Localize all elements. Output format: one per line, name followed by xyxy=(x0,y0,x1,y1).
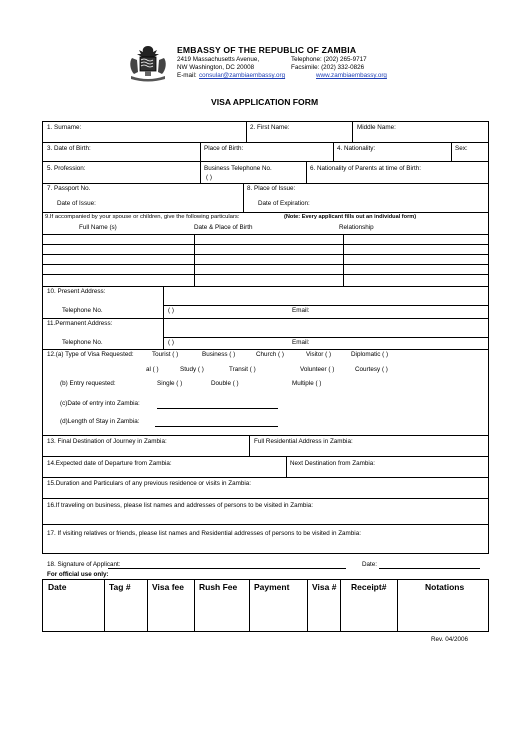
divider xyxy=(306,161,307,183)
row-line xyxy=(42,161,489,162)
middle-name-label: Middle Name: xyxy=(357,124,396,131)
departure-label: 14.Expected date of Departure from Zambia: xyxy=(47,460,172,467)
length-stay-line[interactable] xyxy=(155,426,278,427)
table-divider xyxy=(249,579,250,632)
surname-label: 1. Surname: xyxy=(47,124,82,131)
sex-label: Sex: xyxy=(455,145,468,152)
previous-visits-label: 15.Duration and Particulars of any previous residence or visits in Zambia: xyxy=(47,480,252,487)
final-destination-label: 13. Final Destination of Journey in Zambia: xyxy=(47,438,167,445)
email-field-11[interactable] xyxy=(312,340,486,347)
email-label-11: Email: xyxy=(292,339,310,346)
header-date: Date xyxy=(48,582,67,592)
row-line xyxy=(42,212,489,213)
grid-line xyxy=(42,244,489,245)
telephone-label: Telephone No. xyxy=(62,307,103,314)
business-option[interactable]: Business ( ) xyxy=(202,351,236,358)
grid-line xyxy=(42,264,489,265)
grid-divider xyxy=(343,234,344,286)
date-line[interactable] xyxy=(379,568,480,569)
divider xyxy=(333,142,334,161)
coat-of-arms-emblem xyxy=(125,44,171,84)
pob-label: Place of Birth: xyxy=(204,145,244,152)
tourist-option[interactable]: Tourist ( ) xyxy=(152,351,179,358)
permanent-address-label: 11.Permanent Address: xyxy=(47,320,113,327)
transit-option[interactable]: Transit ( ) xyxy=(229,366,256,373)
passport-no-label: 7. Passport No. xyxy=(47,185,91,192)
relatives-label: 17. If visiting relatives or friends, please list names and Residential addresses of persons to be visited in Zambia: xyxy=(47,530,361,537)
nationality-field[interactable] xyxy=(386,146,448,153)
col-relationship: Relationship xyxy=(339,224,374,231)
row-line xyxy=(163,337,489,338)
row-line xyxy=(42,435,489,436)
length-stay-label: (d)Length of Stay in Zambia: xyxy=(60,418,140,425)
header-tag: Tag # xyxy=(109,582,131,592)
header-receipt: Receipt# xyxy=(351,582,387,592)
visa-type-label: 12.(a) Type of Visa Requested: xyxy=(47,351,134,358)
divider xyxy=(200,142,201,161)
nationality-label: 4. Nationality: xyxy=(337,145,376,152)
signature-label: 18. Signature of Applicant: xyxy=(47,561,121,568)
form-title: VISA APPLICATION FORM xyxy=(211,97,319,107)
grid-line xyxy=(42,234,489,235)
date-entry-line[interactable] xyxy=(157,408,278,409)
nationality-parents-label: 6. Nationality of Parents at time of Birth: xyxy=(310,165,421,172)
single-option[interactable]: Single ( ) xyxy=(157,380,183,387)
header-visa-fee: Visa fee xyxy=(152,582,184,592)
divider xyxy=(163,286,164,318)
divider xyxy=(200,161,201,183)
nationality-parents-field[interactable] xyxy=(310,175,486,182)
business-phone-label: Business Telephone No. xyxy=(204,165,272,172)
row-line xyxy=(42,524,489,525)
accompanied-label: 9.If accompanied by your spouse or children, give the following particulars: xyxy=(45,214,240,220)
place-issue-field[interactable] xyxy=(305,186,486,193)
email-field-10[interactable] xyxy=(312,308,486,315)
website-link[interactable]: www.zambiaembassy.org xyxy=(316,72,387,79)
date-entry-label: (c)Date of entry into Zambia: xyxy=(60,400,140,407)
church-option[interactable]: Church ( ) xyxy=(256,351,284,358)
divider xyxy=(163,318,164,349)
row-line xyxy=(42,142,489,143)
divider xyxy=(243,183,244,212)
full-residential-label: Full Residential Address in Zambia: xyxy=(254,438,353,445)
first-name-field[interactable] xyxy=(297,125,349,132)
date-issue-field[interactable] xyxy=(103,201,240,208)
next-destination-label: Next Destination from Zambia: xyxy=(290,460,376,467)
double-option[interactable]: Double ( ) xyxy=(211,380,239,387)
facsimile-number: Facsimile: (202) 332-0826 xyxy=(291,64,365,71)
official-use-label: For official use only: xyxy=(47,571,109,578)
header-payment: Payment xyxy=(254,582,290,592)
place-issue-label: 8. Place of Issue: xyxy=(247,185,296,192)
profession-label: 5. Profession: xyxy=(47,165,86,172)
address-line-1: 2419 Massachusetts Avenue, xyxy=(177,56,260,63)
telephone-label-2: Telephone No. xyxy=(62,339,103,346)
email-link[interactable]: consular@zambiaembassy.org xyxy=(199,72,286,79)
accompanied-note: (Note: Every applicant fills out an individual form) xyxy=(284,214,417,220)
table-divider xyxy=(147,579,148,632)
multiple-option[interactable]: Multiple ( ) xyxy=(292,380,322,387)
revision-label: Rev. 04/2006 xyxy=(431,636,468,643)
row-line xyxy=(42,498,489,499)
row-line xyxy=(42,286,489,287)
email-label: E-mail: xyxy=(177,72,197,79)
profession-field[interactable] xyxy=(97,166,197,173)
dob-label: 3. Date of Birth: xyxy=(47,145,91,152)
date-expiration-label: Date of Expiration: xyxy=(258,200,310,207)
row-line xyxy=(42,477,489,478)
permanent-address-field[interactable] xyxy=(166,321,486,335)
present-address-label: 10. Present Address: xyxy=(47,288,106,295)
table-divider xyxy=(397,579,398,632)
volunteer-option[interactable]: Volunteer ( ) xyxy=(300,366,335,373)
telephone-number: Telephone: (202) 265-9717 xyxy=(291,56,367,63)
col-full-name: Full Name (s) xyxy=(79,224,117,231)
signature-line[interactable] xyxy=(108,568,346,569)
present-address-field[interactable] xyxy=(166,289,486,303)
passport-no-field[interactable] xyxy=(100,186,240,193)
header-rush-fee: Rush Fee xyxy=(199,582,238,592)
col-date-place: Date & Place of Birth xyxy=(194,224,253,231)
dob-field[interactable] xyxy=(102,146,197,153)
address-line-2: NW Washington, DC 20008 xyxy=(177,64,255,71)
telephone-area-2[interactable]: ( ) xyxy=(168,339,174,346)
grid-divider xyxy=(194,234,195,286)
divider xyxy=(352,121,353,142)
table-divider xyxy=(307,579,308,632)
date-expiration-field[interactable] xyxy=(323,201,486,208)
business-names-label: 16.If traveling on business, please list names and addresses of persons to be visited in Zambia: xyxy=(47,502,314,509)
date-issue-label: Date of Issue: xyxy=(57,200,96,207)
pob-field[interactable] xyxy=(252,146,330,153)
diplomatic-option[interactable]: Diplomatic ( ) xyxy=(351,351,389,358)
divider xyxy=(286,456,287,477)
row-line xyxy=(163,305,489,306)
grid-line xyxy=(42,274,489,275)
surname-field[interactable] xyxy=(95,125,243,132)
visitor-option[interactable]: Visitor ( ) xyxy=(306,351,332,358)
table-divider xyxy=(104,579,105,632)
divider xyxy=(246,121,247,142)
sex-field[interactable] xyxy=(472,146,486,153)
grid-line xyxy=(42,254,489,255)
study-option[interactable]: Study ( ) xyxy=(180,366,204,373)
divider xyxy=(249,435,250,456)
divider xyxy=(451,142,452,161)
telephone-area[interactable]: ( ) xyxy=(168,307,174,314)
email-label-10: Email: xyxy=(292,307,310,314)
middle-name-field[interactable] xyxy=(404,125,486,132)
header-notations: Notations xyxy=(425,582,465,592)
row-line xyxy=(42,456,489,457)
table-divider xyxy=(340,579,341,632)
al-option[interactable]: al ( ) xyxy=(146,366,159,373)
entry-requested-label: (b) Entry requested: xyxy=(60,380,116,387)
business-phone-area[interactable]: ( ) xyxy=(206,174,212,181)
embassy-title: EMBASSY OF THE REPUBLIC OF ZAMBIA xyxy=(177,45,357,55)
row-line xyxy=(42,183,489,184)
date-label: Date: xyxy=(362,561,378,568)
row-line xyxy=(42,318,489,319)
first-name-label: 2. First Name: xyxy=(250,124,290,131)
table-divider xyxy=(194,579,195,632)
header-visa-number: Visa # xyxy=(312,582,337,592)
courtesy-option[interactable]: Courtesy ( ) xyxy=(355,366,388,373)
row-line xyxy=(42,349,489,350)
